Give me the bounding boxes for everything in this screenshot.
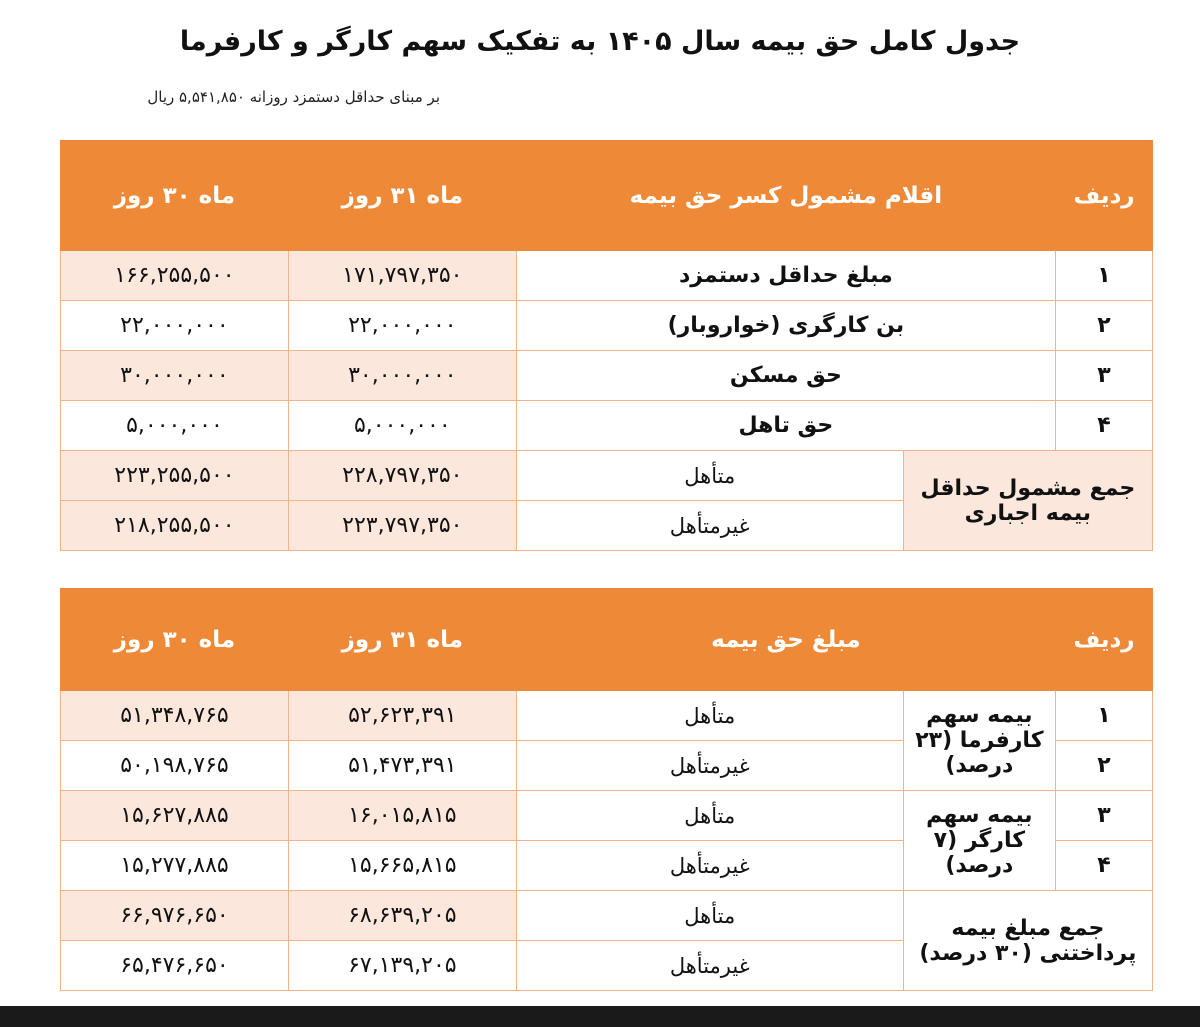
header-31-day-month: ماه ۳۱ روز	[288, 589, 516, 691]
value-30-days: ۵۱,۳۴۸,۷۶۵	[61, 691, 289, 741]
value-30-days: ۱۵,۶۲۷,۸۸۵	[61, 791, 289, 841]
row-index: ۲	[1056, 741, 1153, 791]
item-label: مبلغ حداقل دستمزد	[516, 251, 1055, 301]
row-index: ۴	[1055, 401, 1152, 451]
value-30-days: ۱۶۶,۲۵۵,۵۰۰	[61, 251, 289, 301]
row-index: ۲	[1055, 301, 1152, 351]
value-31-days: ۱۶,۰۱۵,۸۱۵	[288, 791, 516, 841]
insurance-premium-table	[60, 588, 1153, 991]
value-30-days: ۲۲,۰۰۰,۰۰۰	[61, 301, 289, 351]
value-31-days: ۲۲۸,۷۹۷,۳۵۰	[288, 451, 516, 501]
row-index: ۳	[1055, 351, 1152, 401]
table-header-row	[61, 141, 1153, 251]
employer-share-label: بیمه سهم کارفرما (۲۳ درصد)	[903, 691, 1055, 791]
page-title: جدول کامل حق بیمه سال ۱۴۰۵ به تفکیک سهم کارگر و کارفرما	[179, 26, 1021, 57]
single-label: غیرمتأهل	[516, 841, 903, 891]
married-label: متأهل	[516, 691, 903, 741]
total-insurable-label: جمع مشمول حداقل بیمه اجباری	[903, 451, 1152, 551]
value-31-days: ۳۰,۰۰۰,۰۰۰	[288, 351, 516, 401]
value-31-days: ۱۷۱,۷۹۷,۳۵۰	[288, 251, 516, 301]
table-row	[61, 251, 1153, 301]
married-label: متأهل	[516, 791, 903, 841]
value-30-days: ۶۵,۴۷۶,۶۵۰	[61, 941, 289, 991]
single-label: غیرمتأهل	[516, 941, 903, 991]
value-30-days: ۲۲۳,۲۵۵,۵۰۰	[61, 451, 289, 501]
item-label: حق تاهل	[516, 401, 1055, 451]
bottom-bar	[0, 1006, 1200, 1027]
table-row	[61, 301, 1153, 351]
value-30-days: ۶۶,۹۷۶,۶۵۰	[61, 891, 289, 941]
total-premium-label: جمع مبلغ بیمه پرداختنی (۳۰ درصد)	[903, 891, 1152, 991]
value-30-days: ۲۱۸,۲۵۵,۵۰۰	[61, 501, 289, 551]
table-row	[61, 791, 1153, 841]
single-label: غیرمتأهل	[516, 501, 903, 551]
row-index: ۱	[1055, 251, 1152, 301]
value-30-days: ۱۵,۲۷۷,۸۸۵	[61, 841, 289, 891]
value-31-days: ۲۲۳,۷۹۷,۳۵۰	[288, 501, 516, 551]
value-31-days: ۵۲,۶۲۳,۳۹۱	[288, 691, 516, 741]
table-row	[61, 691, 1153, 741]
value-30-days: ۳۰,۰۰۰,۰۰۰	[61, 351, 289, 401]
value-30-days: ۵۰,۱۹۸,۷۶۵	[61, 741, 289, 791]
header-row-number: ردیف	[1056, 589, 1153, 691]
header-30-day-month: ماه ۳۰ روز	[61, 589, 289, 691]
married-label: متأهل	[516, 891, 903, 941]
value-30-days: ۵,۰۰۰,۰۰۰	[61, 401, 289, 451]
row-index: ۱	[1056, 691, 1153, 741]
table-header-row	[61, 589, 1153, 691]
header-items: اقلام مشمول کسر حق بیمه	[516, 141, 1055, 251]
item-label: حق مسکن	[516, 351, 1055, 401]
header-row-number: ردیف	[1055, 141, 1152, 251]
value-31-days: ۶۸,۶۳۹,۲۰۵	[288, 891, 516, 941]
table-row	[61, 451, 1153, 501]
row-index: ۳	[1056, 791, 1153, 841]
row-index: ۴	[1056, 841, 1153, 891]
value-31-days: ۵۱,۴۷۳,۳۹۱	[288, 741, 516, 791]
worker-share-label: بیمه سهم کارگر (۷ درصد)	[903, 791, 1055, 891]
header-premium: مبلغ حق بیمه	[516, 589, 1055, 691]
value-31-days: ۱۵,۶۶۵,۸۱۵	[288, 841, 516, 891]
value-31-days: ۶۷,۱۳۹,۲۰۵	[288, 941, 516, 991]
table-row	[61, 401, 1153, 451]
item-label: بن کارگری (خواروبار)	[516, 301, 1055, 351]
married-label: متأهل	[516, 451, 903, 501]
single-label: غیرمتأهل	[516, 741, 903, 791]
table-row	[61, 351, 1153, 401]
table-row	[61, 891, 1153, 941]
value-31-days: ۵,۰۰۰,۰۰۰	[288, 401, 516, 451]
page-subtitle: بر مبنای حداقل دستمزد روزانه ۵,۵۴۱,۸۵۰ ریال	[147, 88, 440, 106]
header-31-day-month: ماه ۳۱ روز	[288, 141, 516, 251]
value-31-days: ۲۲,۰۰۰,۰۰۰	[288, 301, 516, 351]
header-30-day-month: ماه ۳۰ روز	[61, 141, 289, 251]
insurable-items-table	[60, 140, 1153, 551]
